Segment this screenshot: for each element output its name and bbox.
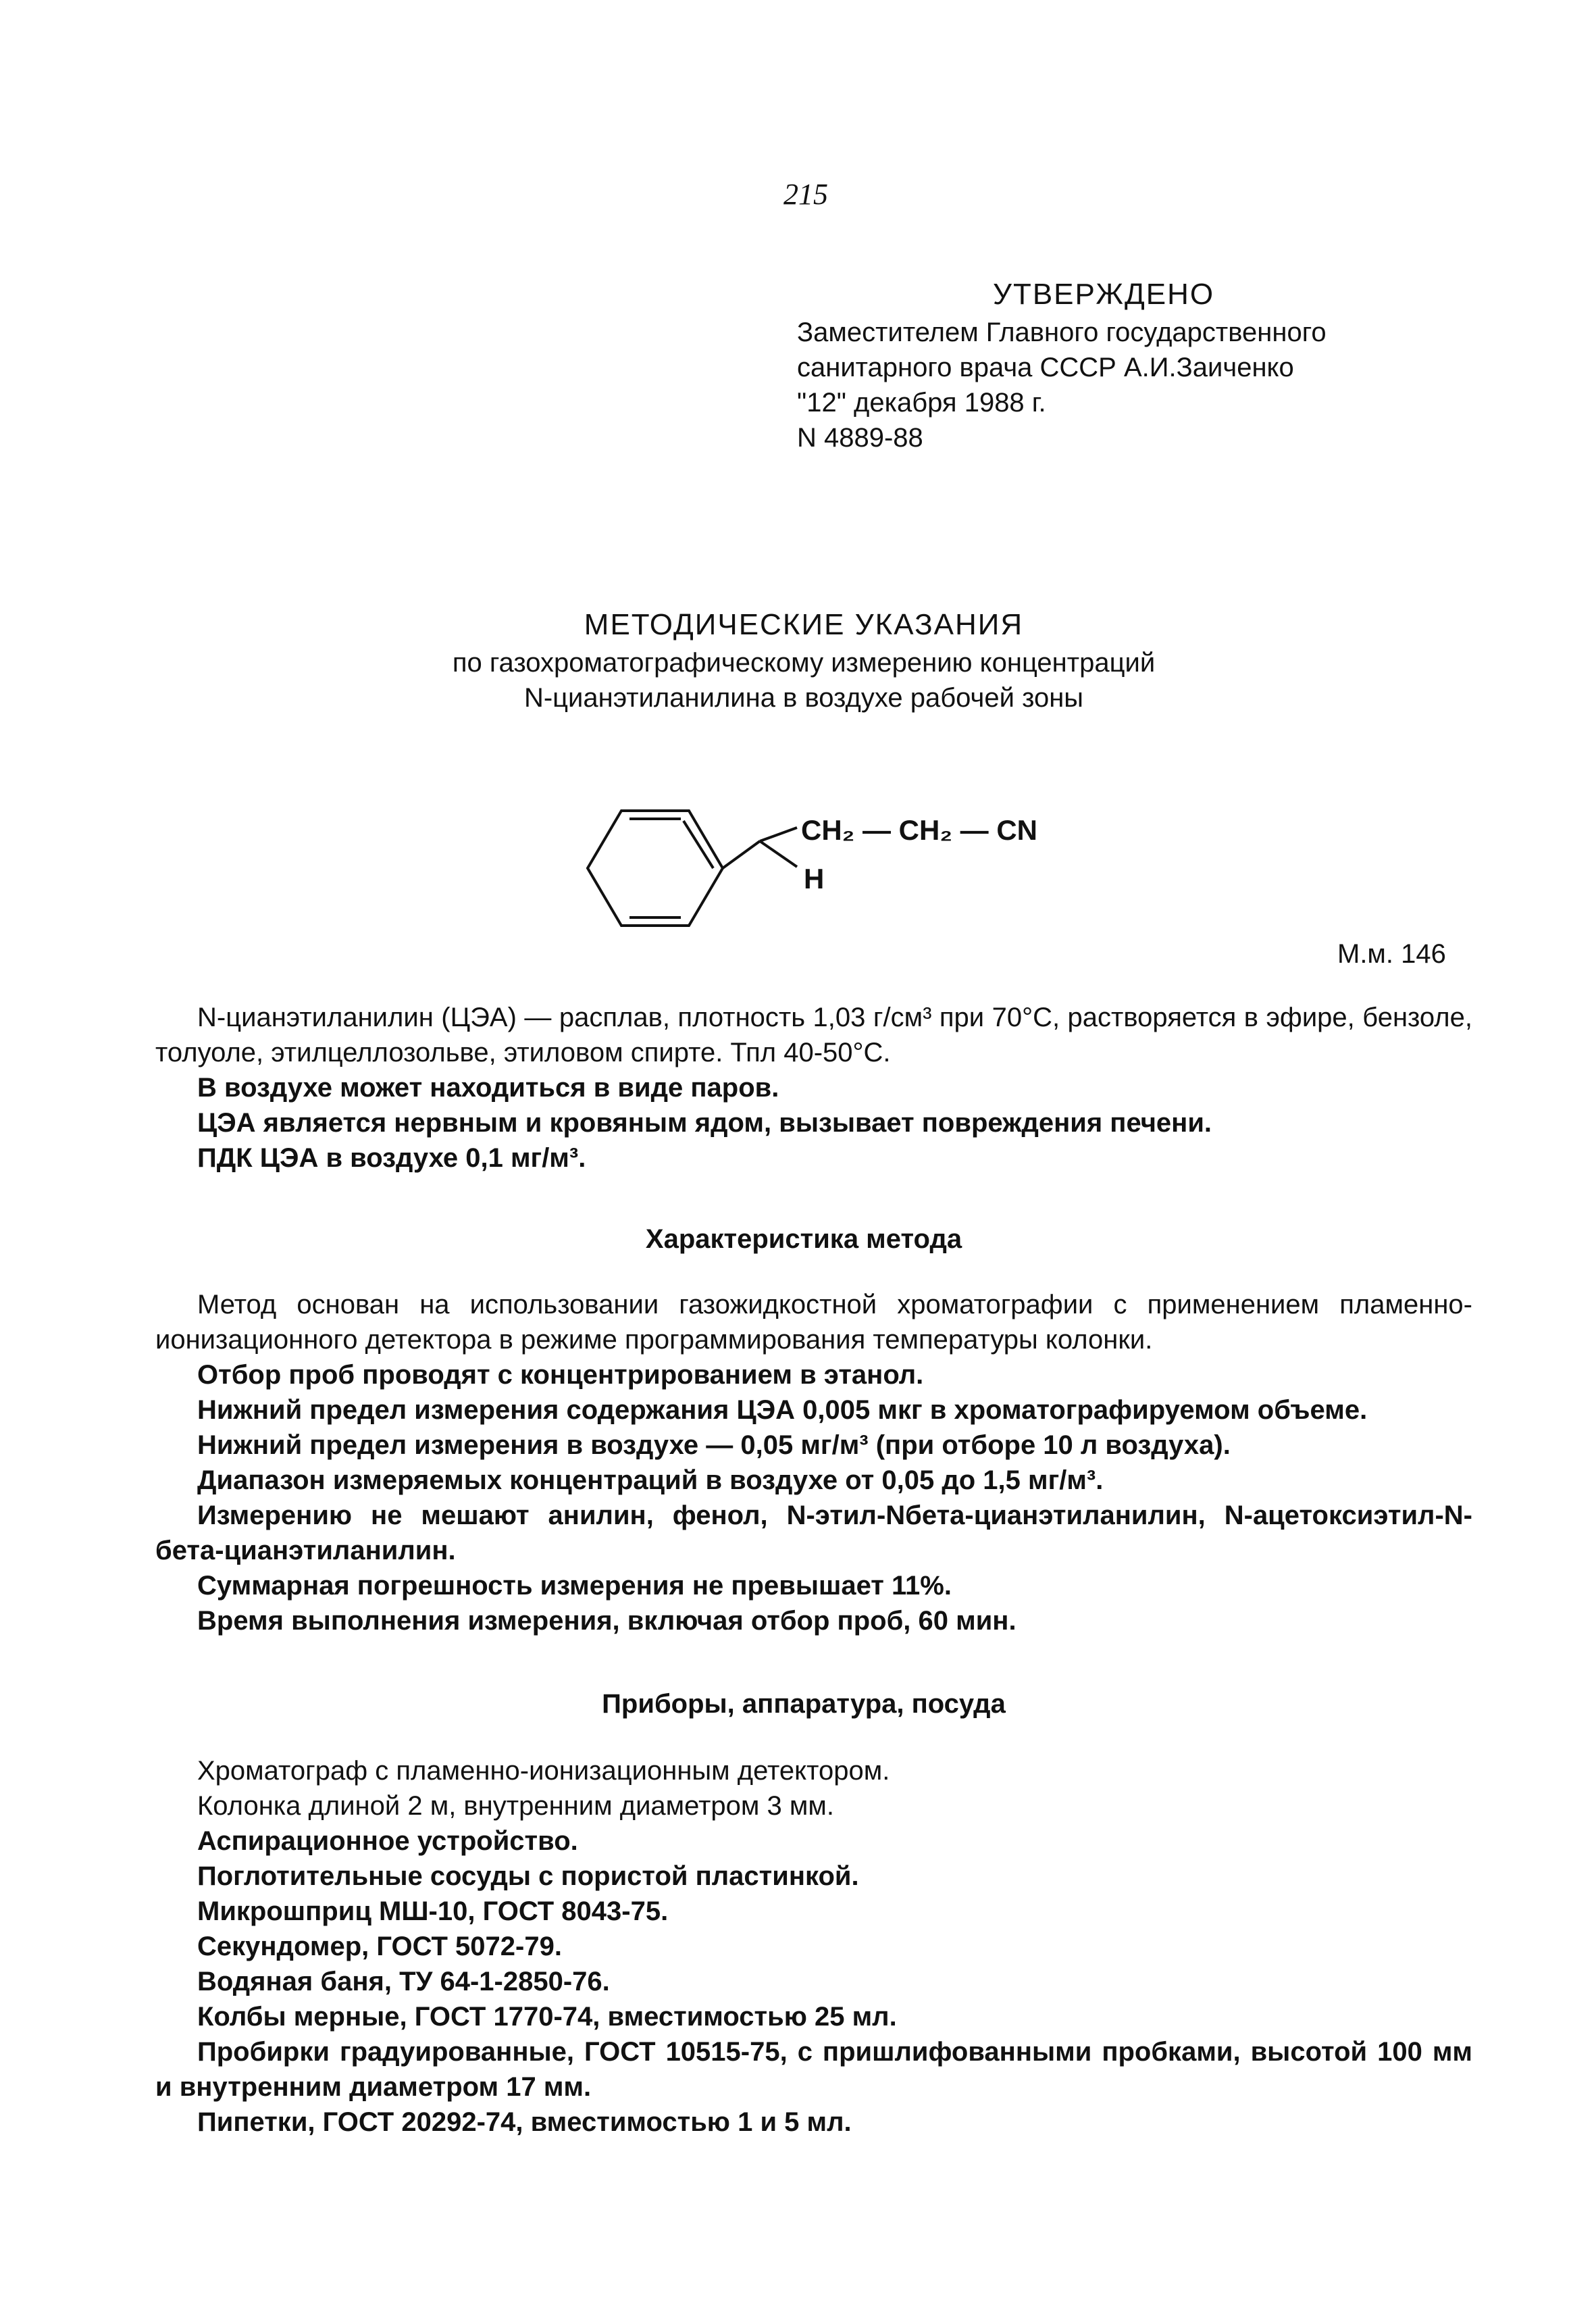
method-paragraph: Нижний предел измерения содержания ЦЭА 0,005 мкг в хроматографируемом объеме. — [197, 1395, 1368, 1425]
method-paragraph: Отбор проб проводят с концентрированием в этанол. — [197, 1360, 924, 1390]
equipment-item: Пробирки градуированные, ГОСТ 10515-75, с пришлифованными пробками, высотой 100 мм и внутренним диаметром 17 мм. — [155, 2037, 1472, 2102]
hydrogen-label: H — [804, 863, 825, 895]
title-subtitle: N-цианэтиланилина в воздухе рабочей зоны — [523, 683, 1084, 713]
equipment-item: Микрошприц МШ-10, ГОСТ 8043-75. — [197, 1896, 669, 1926]
method-paragraph: Нижний предел измерения в воздухе — 0,05 мг/м³ (при отборе 10 л воздуха). — [197, 1430, 1231, 1460]
equipment-item: Хроматограф с пламенно-ионизационным детектором. — [197, 1756, 890, 1786]
approval-heading: УТВЕРЖДЕНО — [993, 278, 1215, 311]
section-heading-method: Характеристика метода — [645, 1224, 962, 1254]
equipment-item: Секундомер, ГОСТ 5072-79. — [197, 1932, 562, 1961]
equipment-item: Пипетки, ГОСТ 20292-74, вместимостью 1 и 5 мл. — [197, 2107, 852, 2137]
method-paragraph: Измерению не мешают анилин, фенол, N-этил-Nбета-цианэтиланилин, N-ацетоксиэтил-N-бета-цианэтиланилин. — [155, 1501, 1472, 1565]
approval-line: N 4889-88 — [797, 423, 923, 453]
property-paragraph: N-цианэтиланилин (ЦЭА) — расплав, плотность 1,03 г/см³ при 70°С, растворяется в эфире, бензоле, толуоле, этилцеллозольве, этиловом спирте. Тпл 40-50°С. — [155, 1003, 1472, 1067]
equipment-item: Колонка длиной 2 м, внутренним диаметром 3 мм. — [197, 1791, 834, 1821]
structural-formula — [581, 780, 1094, 942]
equipment-item: Поглотительные сосуды с пористой пластинкой. — [197, 1861, 859, 1891]
benzene-ring — [588, 811, 723, 926]
method-paragraph: Метод основан на использовании газожидкостной хроматографии с применением пламенно-ионизационного детектора в режиме программирования температуры колонки. — [155, 1290, 1472, 1355]
method-section — [155, 1287, 1472, 1638]
molecular-mass: М.м. 146 — [1337, 939, 1446, 969]
approval-line: Заместителем Главного государственного — [797, 318, 1327, 347]
method-paragraph: Суммарная погрешность измерения не превышает 11%. — [197, 1571, 952, 1601]
section-heading-equipment: Приборы, аппаратура, посуда — [602, 1689, 1006, 1719]
approval-block — [797, 277, 1405, 455]
property-paragraph: ПДК ЦЭА в воздухе 0,1 мг/м³. — [197, 1143, 586, 1173]
equipment-item: Колбы мерные, ГОСТ 1770-74, вместимостью 25 мл. — [197, 2002, 897, 2032]
approval-line: санитарного врача СССР А.И.Заиченко — [797, 353, 1294, 382]
equipment-item: Аспирационное устройство. — [197, 1826, 578, 1856]
approval-line: "12" декабря 1988 г. — [797, 388, 1046, 418]
structural-formula-drawing — [581, 780, 1094, 942]
side-chain-label: CH₂ — CH₂ — CN — [801, 814, 1037, 846]
equipment-section — [155, 1753, 1472, 2140]
property-paragraph: В воздухе может находиться в виде паров. — [197, 1073, 779, 1103]
title-subtitle: по газохроматографическому измерению концентраций — [452, 648, 1156, 678]
title-main: МЕТОДИЧЕСКИЕ УКАЗАНИЯ — [584, 608, 1024, 641]
method-paragraph: Время выполнения измерения, включая отбор проб, 60 мин. — [197, 1606, 1016, 1636]
equipment-item: Водяная баня, ТУ 64-1-2850-76. — [197, 1967, 610, 1996]
page-number: 215 — [783, 178, 828, 211]
document-title — [270, 605, 1337, 715]
property-paragraph: ЦЭА является нервным и кровяным ядом, вызывает повреждения печени. — [197, 1108, 1212, 1138]
properties-section — [155, 1000, 1472, 1176]
method-paragraph: Диапазон измеряемых концентраций в воздухе от 0,05 до 1,5 мг/м³. — [197, 1465, 1104, 1495]
nitrogen-bonds — [723, 828, 797, 868]
